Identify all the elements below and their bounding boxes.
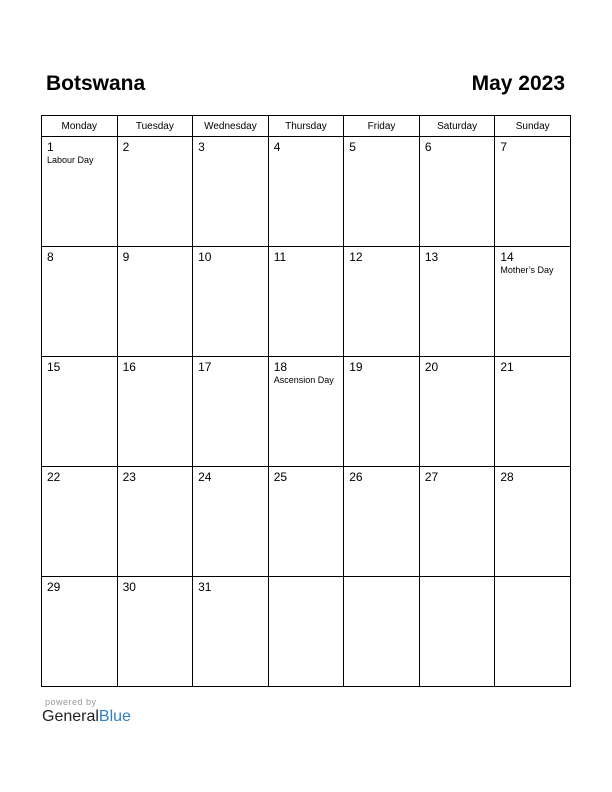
holiday-label: Mother’s Day [500, 265, 554, 275]
day-cell [344, 467, 420, 577]
day-cell [344, 577, 420, 687]
day-cell [268, 467, 344, 577]
day-cell [495, 137, 571, 247]
day-number: 22 [47, 470, 61, 484]
day-cell [419, 467, 495, 577]
day-number: 12 [349, 250, 363, 264]
day-number: 21 [500, 360, 514, 374]
day-number: 18 [273, 360, 288, 374]
day-cell [495, 357, 571, 467]
day-cell [495, 577, 571, 687]
day-number: 10 [198, 250, 212, 264]
day-cell [268, 137, 344, 247]
day-cell [117, 247, 193, 357]
weekday-monday: Monday [42, 116, 118, 137]
day-cell [193, 577, 269, 687]
weekday-wednesday: Wednesday [193, 116, 269, 137]
day-number: 1 [47, 140, 54, 154]
weekday-saturday: Saturday [419, 116, 495, 137]
weekday-header-row [42, 116, 571, 137]
day-number: 5 [349, 140, 356, 154]
day-cell [268, 577, 344, 687]
weekday-thursday: Thursday [268, 116, 344, 137]
day-cell [495, 247, 571, 357]
day-number: 19 [349, 360, 363, 374]
day-number: 16 [122, 360, 136, 374]
day-cell [193, 137, 269, 247]
day-number: 4 [273, 140, 281, 154]
day-cell [344, 357, 420, 467]
day-number: 20 [424, 360, 439, 374]
day-number: 30 [122, 580, 136, 594]
day-number: 11 [273, 250, 287, 264]
holiday-label: Labour Day [47, 155, 94, 165]
day-cell [42, 247, 118, 357]
day-cell [117, 357, 193, 467]
logo-blue-text: Blue [98, 708, 131, 725]
day-number: 29 [47, 580, 61, 594]
day-number: 17 [198, 360, 212, 374]
day-number: 23 [122, 470, 136, 484]
logo-general-text: General [42, 708, 99, 725]
powered-by-text: powered by [45, 697, 97, 707]
day-number: 26 [349, 470, 363, 484]
day-cell [495, 467, 571, 577]
day-number: 9 [122, 250, 130, 264]
week-row [42, 357, 571, 467]
day-cell [42, 577, 118, 687]
day-number: 25 [273, 470, 288, 484]
day-number: 15 [47, 360, 61, 374]
day-number: 24 [198, 470, 212, 484]
day-cell [419, 247, 495, 357]
day-cell [42, 467, 118, 577]
week-row [42, 247, 571, 357]
day-number: 27 [424, 470, 439, 484]
weekday-tuesday: Tuesday [117, 116, 193, 137]
week-row [42, 467, 571, 577]
day-cell [117, 137, 193, 247]
holiday-label: Ascension Day [273, 375, 334, 385]
day-cell [344, 137, 420, 247]
day-number: 3 [198, 140, 205, 154]
day-cell [117, 467, 193, 577]
country-title: Botswana [46, 72, 146, 95]
day-cell [193, 357, 269, 467]
day-cell [268, 357, 344, 467]
day-cell [193, 247, 269, 357]
day-number: 2 [122, 140, 130, 154]
generalblue-logo[interactable] [42, 708, 131, 726]
day-cell [42, 137, 118, 247]
day-number: 14 [500, 250, 514, 264]
day-cell [419, 577, 495, 687]
calendar-grid [41, 115, 571, 687]
day-number: 13 [424, 250, 439, 264]
week-row [42, 577, 571, 687]
day-number: 7 [500, 140, 508, 154]
day-cell [419, 357, 495, 467]
month-year-title: May 2023 [471, 72, 565, 95]
weekday-sunday: Sunday [495, 116, 571, 137]
day-cell [344, 247, 420, 357]
day-number: 6 [424, 140, 432, 154]
day-number: 28 [500, 470, 514, 484]
day-number: 8 [47, 250, 54, 264]
day-cell [268, 247, 344, 357]
weekday-friday: Friday [344, 116, 420, 137]
day-cell [193, 467, 269, 577]
week-row [42, 137, 571, 247]
day-cell [419, 137, 495, 247]
day-cell [117, 577, 193, 687]
day-cell [42, 357, 118, 467]
day-number: 31 [198, 580, 212, 594]
